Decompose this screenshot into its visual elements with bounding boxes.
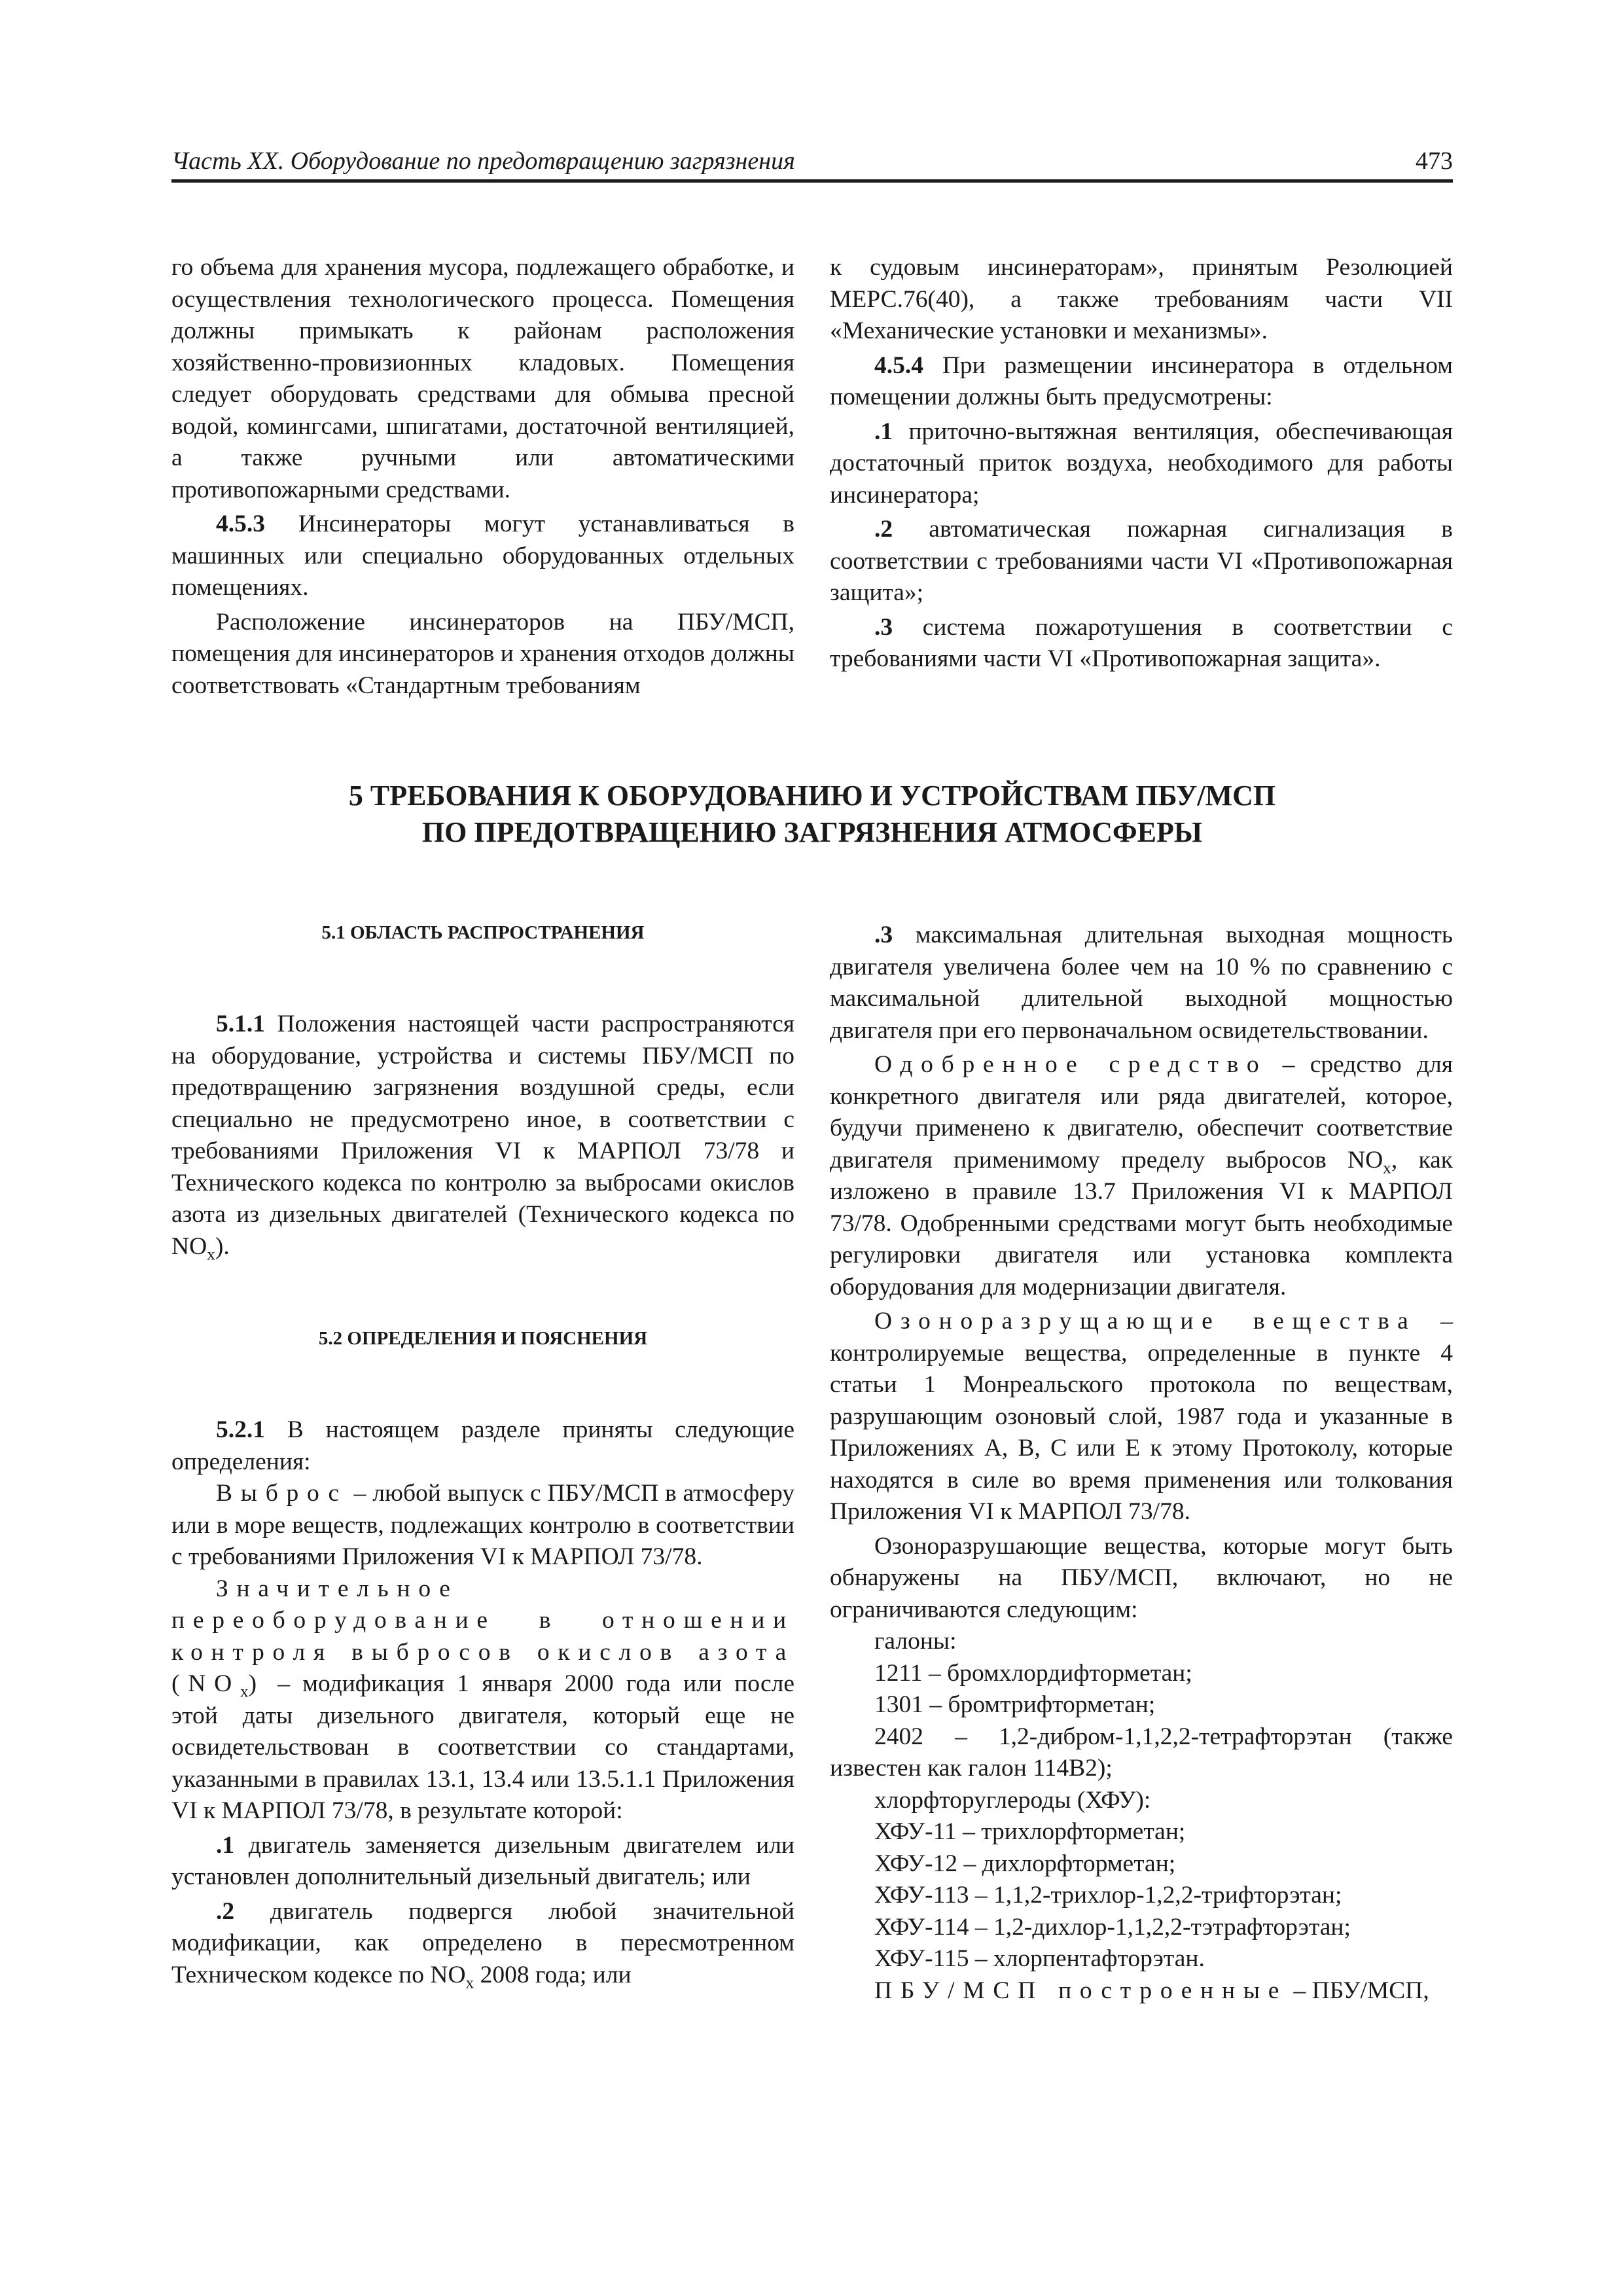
list-item-2 <box>171 1896 794 1992</box>
item-text-end: 2008 года; или <box>474 1961 632 1988</box>
list-item-3 <box>830 920 1453 1047</box>
item-number: .2 <box>216 1897 235 1925</box>
paragraph-4-5-4 <box>830 350 1453 414</box>
defined-term-end: ) <box>248 1670 265 1697</box>
list-item-1 <box>830 416 1453 512</box>
definition-text: – ПБУ/МСП, <box>1287 1977 1429 2004</box>
item-text: максимальная длительная выходная мощность двигателя увеличена более чем на 10 % по сравнению с максимальной длительной выходной мощностью двигателя при его первоначальном освидетельствовании. <box>830 922 1453 1044</box>
paragraph: Озоноразрушающие вещества, которые могут быть обнаружены на ПБУ/МСП, включают, но не ограничиваются следующим: <box>830 1532 1453 1623</box>
section-title <box>171 778 1453 851</box>
clause-text: При размещении инсинератора в отдельном помещении должны быть предусмотрены: <box>830 351 1453 410</box>
paragraph: го объема для хранения мусора, подлежащего обработке, и осуществления технологического процесса. Помещения должны примыкать к районам расположения хозяйственно-провизионных кладовых. Помещения следует оборудовать средствами для обмыва пресной водой, комингсами, шпигатами, достаточной вентиляцией, а также ручными или автоматическими противопожарными средствами. <box>171 254 794 503</box>
paragraph-4-5-3 <box>171 509 794 604</box>
clause-number: 5.2.1 <box>216 1416 265 1443</box>
list-item: ХФУ-114 – 1,2-дихлор-1,1,2,2-тэтрафторэтан; <box>874 1913 1351 1941</box>
bottom-left-column <box>171 920 794 1991</box>
item-number: .2 <box>874 516 893 543</box>
top-right-column <box>830 252 1453 675</box>
list-item-3 <box>830 612 1453 675</box>
item-text: приточно-вытяжная вентиляция, обеспечивающая достаточный приток воздуха, необходимого для работы инсинератора; <box>830 418 1453 509</box>
list-item: 2402 – 1,2-дибром-1,1,2,2-тетрафторэтан (также известен как галон 114В2); <box>830 1723 1453 1782</box>
definition-built-units <box>830 1975 1453 2007</box>
subscript: x <box>465 1973 474 1992</box>
defined-term: Значительное переоборудование в отношении контроля выбросов окислов азота (NO <box>171 1575 794 1697</box>
list-item: галоны: <box>874 1628 957 1655</box>
item-text: двигатель заменяется дизельным двигателем или установлен дополнительный дизельный двигатель; или <box>171 1831 794 1890</box>
list-item: ХФУ-12 – дихлорфторметан; <box>874 1850 1176 1877</box>
definition-text: – средство для конкретного двигателя или ряда двигателей, которое, будучи применено к двигателю, обеспечит соответствие двигателя применимому пределу выбросов NO <box>830 1051 1453 1174</box>
definition-ozone-depleting <box>830 1306 1453 1528</box>
definition-text: – любой выпуск с ПБУ/МСП в атмосферу или в море веществ, подлежащих контролю в соответствии с требованиями Приложения VI к МАРПОЛ 73/78. <box>171 1480 794 1570</box>
subscript: x <box>240 1681 249 1701</box>
clause-text: Инсинераторы могут устанавливаться в машинных или специально оборудованных отдельных помещениях. <box>171 511 795 601</box>
item-number: .3 <box>874 613 893 641</box>
definition-text: – модификация 1 января 2000 года или после этой даты дизельного двигателя, который еще не освидетельствован в соответствии со стандартами, указанными в правилах 13.1, 13.4 или 13.5.1.1 Приложения VI к МАРПОЛ 73/78, в результате которой: <box>171 1670 794 1824</box>
subscript: x <box>207 1244 215 1263</box>
list-item: 1301 – бромтрифторметан; <box>874 1691 1156 1718</box>
paragraph: к судовым инсинераторам», принятым Резолюцией МЕРС.76(40), а также требованиям части VII «Механические установки и механизмы». <box>830 254 1453 344</box>
clause-number: 4.5.3 <box>216 511 265 537</box>
list-item: ХФУ-11 – трихлорфторметан; <box>874 1818 1186 1845</box>
top-left-column <box>171 252 794 702</box>
definition-approved-method <box>830 1049 1453 1303</box>
clause-number: 5.1.1 <box>216 1011 265 1037</box>
list-item-1 <box>171 1830 794 1893</box>
definition-text: – контролируемые вещества, определенные в пункте 4 статьи 1 Монреальского протокола по веществам, разрушающим озоновый слой, 1987 года и указанные в Приложениях А, В, С или Е к этому Протоколу, которые находятся в силе во время применения или толкования Приложения VI к МАРПОЛ 73/78. <box>830 1308 1453 1525</box>
defined-term: Выброс <box>216 1480 348 1507</box>
defined-term: Одобренное средство <box>874 1051 1268 1078</box>
item-number: .1 <box>874 418 893 445</box>
item-text: система пожаротушения в соответствии с требованиями части VI «Противопожарная защита». <box>830 613 1453 672</box>
list-item-2 <box>830 514 1453 609</box>
item-text: двигатель подвергся любой значительной модификации, как определено в пересмотренном Техническом кодексе по NO <box>171 1897 795 1988</box>
clause-text-end: ). <box>215 1232 230 1260</box>
defined-term: ПБУ/МСП построенные <box>874 1977 1288 2004</box>
definition-text-end: , как изложено в правиле 13.7 Приложения VI к МАРПОЛ 73/78. Одобренными средствами могут быть необходимые регулировки двигателя или установка комплекта оборудования для модернизации двигателя. <box>830 1146 1454 1300</box>
list-item: ХФУ-113 – 1,1,2-трихлор-1,2,2-трифторэтан; <box>874 1882 1342 1909</box>
definition-significant-modification <box>171 1573 794 1827</box>
definition-vybros <box>171 1478 794 1573</box>
defined-term: Озоноразрущающие вещества <box>874 1308 1417 1335</box>
list-item: ХФУ-115 – хлорпентафторэтан. <box>874 1945 1205 1972</box>
item-text: автоматическая пожарная сигнализация в соответствии с требованиями части VI «Противопожарная защита»; <box>830 516 1453 606</box>
page-number: 473 <box>1416 147 1453 175</box>
clause-text: Положения настоящей части распространяются на оборудование, устройства и системы ПБУ/МСП по предотвращению загрязнения воздушной среды, если специально не предусмотрено иное, в соответствии с требованиями Приложения VI к МАРПОЛ 73/78 и Технического кодекса по контролю за выбросами окислов азота из дизельных двигателей (Технического кодекса по NO <box>171 1011 795 1260</box>
section-title-line-2: ПО ПРЕДОТВРАЩЕНИЮ ЗАГРЯЗНЕНИЯ АТМОСФЕРЫ <box>421 816 1203 848</box>
clause-text: В настоящем разделе приняты следующие определения: <box>171 1416 795 1475</box>
paragraph-5-2-1 <box>171 1414 794 1478</box>
header-title: Часть XX. Оборудование по предотвращению загрязнения <box>171 147 795 175</box>
list-item: 1211 – бромхлордифторметан; <box>874 1659 1192 1687</box>
paragraph-5-1-1 <box>171 1009 794 1263</box>
item-number: .1 <box>216 1831 235 1859</box>
clause-number: 4.5.4 <box>874 351 923 379</box>
paragraph: Расположение инсинераторов на ПБУ/МСП, помещения для инсинераторов и хранения отходов должны соответствовать «Стандартным требованиям <box>171 608 794 699</box>
list-item: хлорфторуглероды (ХФУ): <box>874 1786 1151 1814</box>
section-title-line-1: 5 ТРЕБОВАНИЯ К ОБОРУДОВАНИЮ И УСТРОЙСТВАМ ПБУ/МСП <box>348 780 1276 812</box>
running-header <box>171 145 1453 183</box>
subsection-heading-5-1: 5.1 ОБЛАСТЬ РАСПРОСТРАНЕНИЯ <box>321 922 645 943</box>
item-number: .3 <box>874 922 893 948</box>
subscript: x <box>1383 1158 1391 1177</box>
subsection-heading-5-2: 5.2 ОПРЕДЕЛЕНИЯ И ПОЯСНЕНИЯ <box>318 1328 648 1349</box>
bottom-right-column <box>830 920 1453 2007</box>
